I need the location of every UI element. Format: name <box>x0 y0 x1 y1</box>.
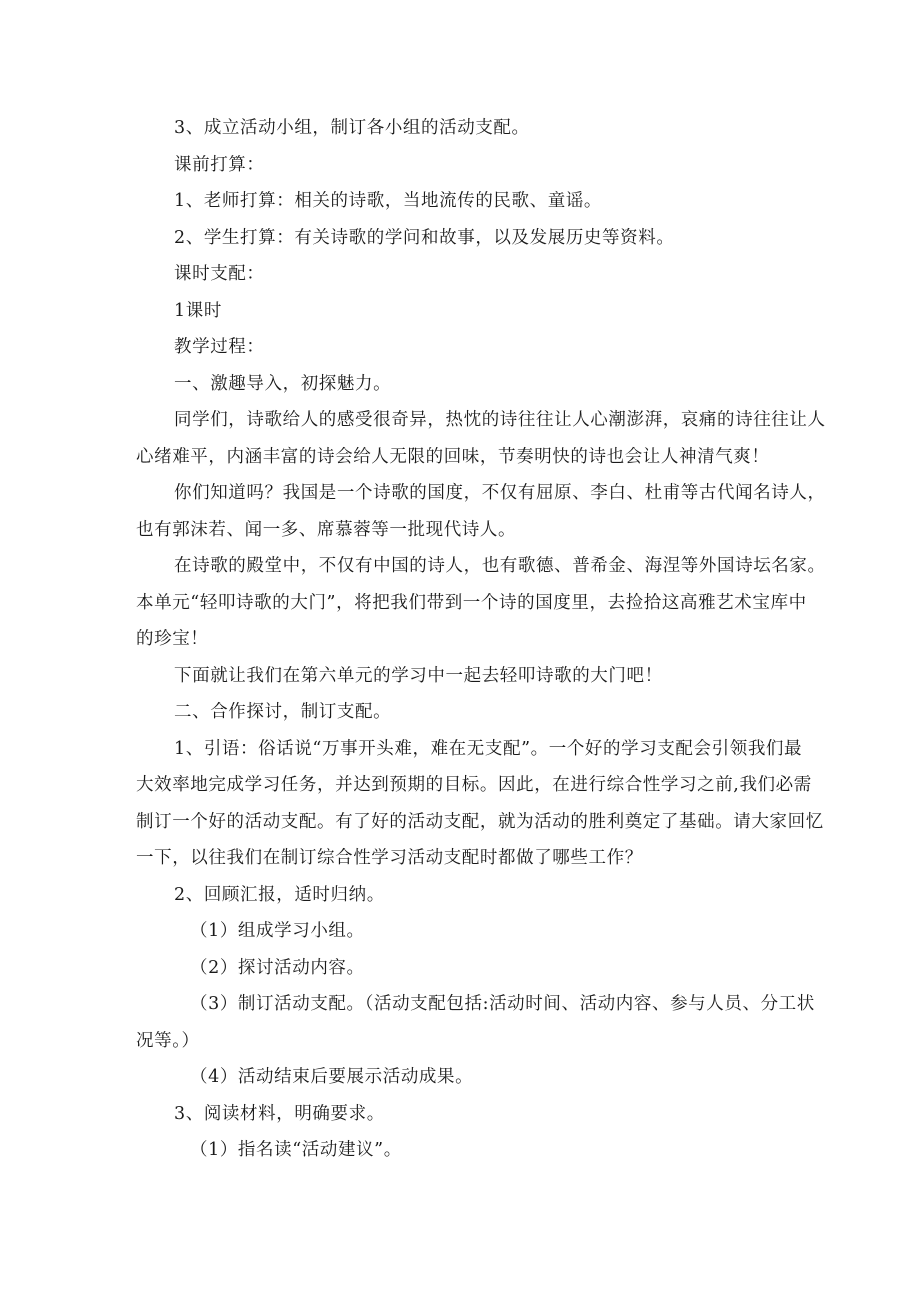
list-item: 况等。） <box>136 1031 200 1051</box>
subheading: 二、合作探讨，制订支配。 <box>174 702 392 722</box>
text-line: 2、学生打算：有关诗歌的学问和故事，以及发展历史等资料。 <box>174 228 675 248</box>
paragraph-line: 也有郭沫若、闻一多、席慕蓉等一批现代诗人。 <box>136 520 517 540</box>
section-heading: 课前打算： <box>174 155 265 175</box>
section-heading: 教学过程： <box>174 337 265 357</box>
paragraph-line: 的珍宝！ <box>136 629 209 649</box>
paragraph-line: 制订一个好的活动支配。有了好的活动支配，就为活动的胜利奠定了基础。请大家回忆 <box>136 812 824 832</box>
paragraph-line: 大效率地完成学习任务，并达到预期的目标。因此，在进行综合性学习之前,我们必需 <box>136 775 812 795</box>
paragraph-line: 你们知道吗？我国是一个诗歌的国度，不仅有屈原、李白、杜甫等古代闻名诗人， <box>174 483 826 503</box>
paragraph-line: 同学们，诗歌给人的感受很奇异，热忱的诗往往让人心潮澎湃，哀痛的诗往往让人 <box>174 410 826 430</box>
list-item: （4）活动结束后要展示活动成果。 <box>190 1067 474 1087</box>
text-line: 1、老师打算：相关的诗歌，当地流传的民歌、童谣。 <box>174 191 603 211</box>
list-item: （1）指名读“活动建议”。 <box>190 1140 402 1160</box>
paragraph-line: 在诗歌的殿堂中，不仅有中国的诗人，也有歌德、普希金、海涅等外国诗坛名家。 <box>174 556 826 576</box>
paragraph-line: 本单元“轻叩诗歌的大门”，将把我们带到一个诗的国度里，去捡拾这高雅艺术宝库中 <box>136 593 807 613</box>
text-line: 2、回顾汇报，适时归纳。 <box>174 885 385 905</box>
paragraph-line: 1、引语：俗话说“万事开头难，难在无支配”。一个好的学习支配会引领我们最 <box>174 739 803 759</box>
section-heading: 课时支配： <box>174 264 265 284</box>
list-item: （2）探讨活动内容。 <box>190 958 365 978</box>
list-item: （3）制订活动支配。（活动支配包括:活动时间、活动内容、参与人员、分工状 <box>190 994 815 1014</box>
paragraph-line: 一下，以往我们在制订综合性学习活动支配时都做了哪些工作？ <box>136 848 643 868</box>
paragraph-line: 心绪难平，内涵丰富的诗会给人无限的回味，节奏明快的诗也会让人神清气爽！ <box>136 447 770 467</box>
paragraph-line: 下面就让我们在第六单元的学习中一起去轻叩诗歌的大门吧！ <box>174 666 663 686</box>
subheading: 一、激趣导入，初探魅力。 <box>174 374 392 394</box>
text-line: 3、成立活动小组，制订各小组的活动支配。 <box>174 118 530 138</box>
text-line: 3、阅读材料，明确要求。 <box>174 1104 385 1124</box>
list-item: （1）组成学习小组。 <box>190 921 365 941</box>
text-line: 1课时 <box>174 301 222 321</box>
